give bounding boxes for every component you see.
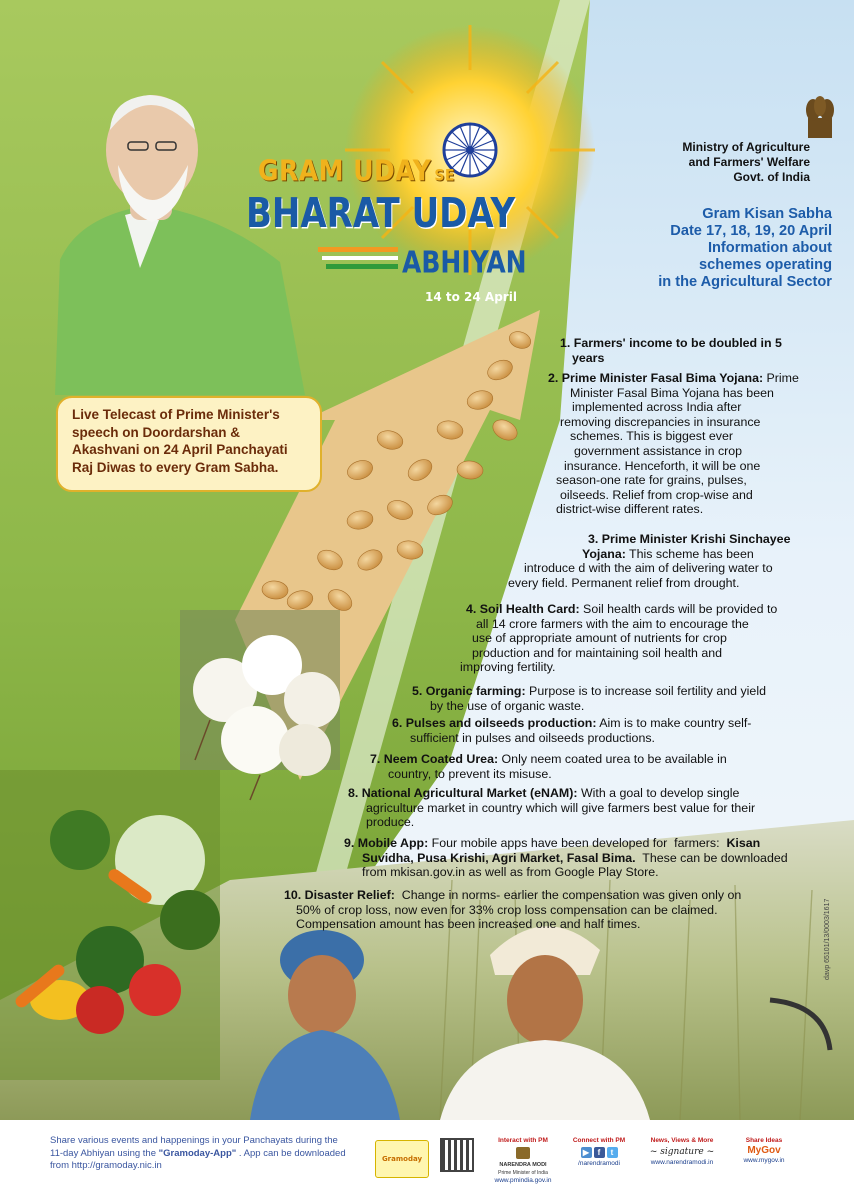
- title-se: SE: [434, 166, 455, 185]
- telecast-line: Raj Diwas to every Gram Sabha.: [72, 459, 279, 475]
- footer-mygov: [734, 1137, 794, 1165]
- scheme-line: government assistance in crop: [574, 443, 743, 458]
- title-gram-uday: GRAM UDAY SE: [258, 153, 455, 188]
- scheme-item-9: [344, 836, 788, 880]
- scheme-line: schemes. This is biggest ever: [570, 429, 733, 444]
- footer-handle[interactable]: /narendramodi: [578, 1160, 620, 1167]
- scheme-line: Aim is to make country self-: [596, 716, 752, 730]
- scheme-line: country, to prevent its misuse.: [388, 766, 552, 781]
- scheme-line: production and for maintaining soil health and: [472, 645, 723, 660]
- youtube-icon[interactable]: ▶: [581, 1147, 592, 1158]
- title-abhiyan: ABHIYAN: [402, 245, 527, 280]
- scheme-line: season-one rate for grains, pulses,: [556, 473, 747, 488]
- scheme-line: Purpose is to increase soil fertility and yield: [525, 684, 766, 698]
- scheme-title: 5. Organic farming:: [412, 684, 526, 698]
- telecast-line: speech on Doordarshan &: [72, 424, 241, 440]
- scheme-title: 2. Prime Minister Fasal Bima Yojana:: [548, 371, 764, 385]
- scheme-title: 4. Soil Health Card:: [466, 602, 580, 616]
- scheme-line: years: [572, 350, 605, 365]
- footer-col-heading: Interact with PM: [498, 1137, 548, 1144]
- scheme-line: Change in norms- earlier the compensation was given only on: [394, 888, 742, 902]
- app-names: Suvidha, Pusa Krishi, Agri Market, Fasal Bima.: [362, 850, 636, 865]
- scheme-line: from mkisan.gov.in as well as from Google Play Store.: [362, 865, 659, 880]
- mygov-logo: MyGov: [747, 1145, 781, 1156]
- scheme-line: Compensation amount has been increased one and half times.: [296, 917, 641, 932]
- scheme-line: produce.: [366, 815, 415, 830]
- campaign-dates: 14 to 24 April: [425, 290, 517, 304]
- scheme-title: 10. Disaster Relief:: [284, 888, 395, 902]
- scheme-item-10: [284, 888, 741, 932]
- telecast-line: Akashvani on 24 April Panchayati: [72, 442, 288, 457]
- telecast-notice: [56, 396, 322, 492]
- scheme-item-4: [450, 602, 777, 675]
- scheme-line: by the use of organic waste.: [430, 698, 585, 713]
- footer-narendramodi: [640, 1137, 724, 1167]
- scheme-title: 9. Mobile App:: [344, 836, 429, 850]
- pm-name: NARENDRA MODI: [499, 1162, 547, 1168]
- sabha-line: in the Agricultural Sector: [658, 274, 832, 290]
- scheme-title: 7. Neem Coated Urea:: [370, 752, 499, 766]
- scheme-item-8: [348, 786, 755, 830]
- telecast-line: Live Telecast of Prime Minister's: [72, 407, 280, 422]
- scheme-line: introduce d with the aim of delivering water to: [524, 561, 773, 576]
- share-line: Share various events and happenings in your Panchayats during the: [50, 1135, 338, 1146]
- scheme-item-5: [412, 684, 766, 713]
- title-bharat-uday: BHARAT UDAY: [246, 190, 516, 238]
- emblem-icon: [516, 1147, 530, 1159]
- app-names: Kisan: [726, 836, 761, 850]
- share-line: 11-day Abhiyan using the "Gramoday-App" . App can be downloaded: [50, 1147, 346, 1159]
- scheme-item-6: [392, 716, 751, 745]
- scheme-title: Yojana:: [582, 546, 626, 561]
- gramoday-app-logo[interactable]: Gramoday: [375, 1140, 429, 1178]
- ministry-block: [682, 140, 810, 185]
- scheme-line: improving fertility.: [460, 660, 556, 675]
- ministry-line: Ministry of Agriculture: [682, 140, 810, 154]
- share-note: [50, 1135, 346, 1173]
- ministry-line: and Farmers' Welfare: [688, 155, 810, 169]
- sabha-line: schemes operating: [698, 257, 832, 273]
- scheme-line: every field. Permanent relief from drought.: [508, 575, 740, 590]
- scheme-title: 6. Pulses and oilseeds production:: [392, 716, 597, 730]
- scheme-title: 8. National Agricultural Market (eNAM):: [348, 786, 578, 800]
- twitter-icon[interactable]: t: [607, 1147, 618, 1158]
- scheme-line: Only neem coated urea to be available in: [498, 752, 727, 766]
- pm-subtitle: Prime Minister of India: [498, 1170, 548, 1176]
- sabha-line: Gram Kisan Sabha: [702, 206, 832, 222]
- scheme-line: all 14 crore farmers with the aim to encourage the: [476, 616, 749, 631]
- scheme-line: district-wise different rates.: [556, 502, 704, 517]
- footer-url[interactable]: www.pmindia.gov.in: [494, 1177, 552, 1184]
- scheme-line: These can be downloaded: [635, 850, 788, 865]
- qr-code-icon[interactable]: [440, 1138, 474, 1172]
- scheme-item-1: [560, 336, 782, 365]
- scheme-line: This scheme has been: [625, 546, 754, 561]
- scheme-line: Four mobile apps have been developed for farmers:: [428, 836, 727, 850]
- footer-social: [568, 1137, 630, 1168]
- footer-col-heading: News, Views & More: [650, 1137, 714, 1144]
- footer-col-heading: Connect with PM: [572, 1137, 626, 1144]
- scheme-line: 50% of crop loss, now even for 33% crop loss compensation can be claimed.: [296, 902, 718, 917]
- davp-code: davp 65101/13/0003/1617: [824, 898, 831, 980]
- scheme-title: 3. Prime Minister Krishi Sinchayee: [588, 532, 791, 546]
- signature-icon: ~ signature ~: [649, 1147, 715, 1157]
- scheme-item-3: [472, 532, 790, 590]
- sabha-line: Information about: [707, 240, 832, 256]
- scheme-line: removing discrepancies in insurance: [560, 414, 761, 429]
- ministry-line: Govt. of India: [733, 170, 810, 184]
- footer-url[interactable]: www.mygov.in: [743, 1157, 785, 1164]
- scheme-line: Minister Fasal Bima Yojana has been: [570, 385, 774, 400]
- kisan-sabha-heading: [658, 206, 832, 291]
- scheme-line: implemented across India after: [572, 400, 742, 415]
- scheme-line: 1. Farmers' income to be doubled in 5: [560, 336, 782, 350]
- scheme-line: agriculture market in country which will give farmers best value for their: [366, 800, 756, 815]
- facebook-icon[interactable]: f: [594, 1147, 605, 1158]
- scheme-line: Soil health cards will be provided to: [579, 602, 778, 616]
- footer-col-heading: Share Ideas: [745, 1137, 783, 1144]
- scheme-line: use of appropriate amount of nutrients for crop: [472, 631, 727, 646]
- scheme-line: sufficient in pulses and oilseeds productions.: [410, 730, 655, 745]
- scheme-item-7: [370, 752, 727, 781]
- scheme-line: With a goal to develop single: [577, 786, 740, 800]
- sabha-line: Date 17, 18, 19, 20 April: [670, 223, 832, 239]
- footer-url[interactable]: www.narendramodi.in: [650, 1159, 714, 1166]
- scheme-line: oilseeds. Relief from crop-wise and: [560, 487, 753, 502]
- footer-pmindia[interactable]: [492, 1137, 554, 1185]
- scheme-line: Prime: [763, 371, 799, 385]
- scheme-item-2: [548, 371, 799, 517]
- share-link[interactable]: from http://gramoday.nic.in: [50, 1160, 162, 1172]
- scheme-line: insurance. Henceforth, it will be one: [564, 458, 761, 473]
